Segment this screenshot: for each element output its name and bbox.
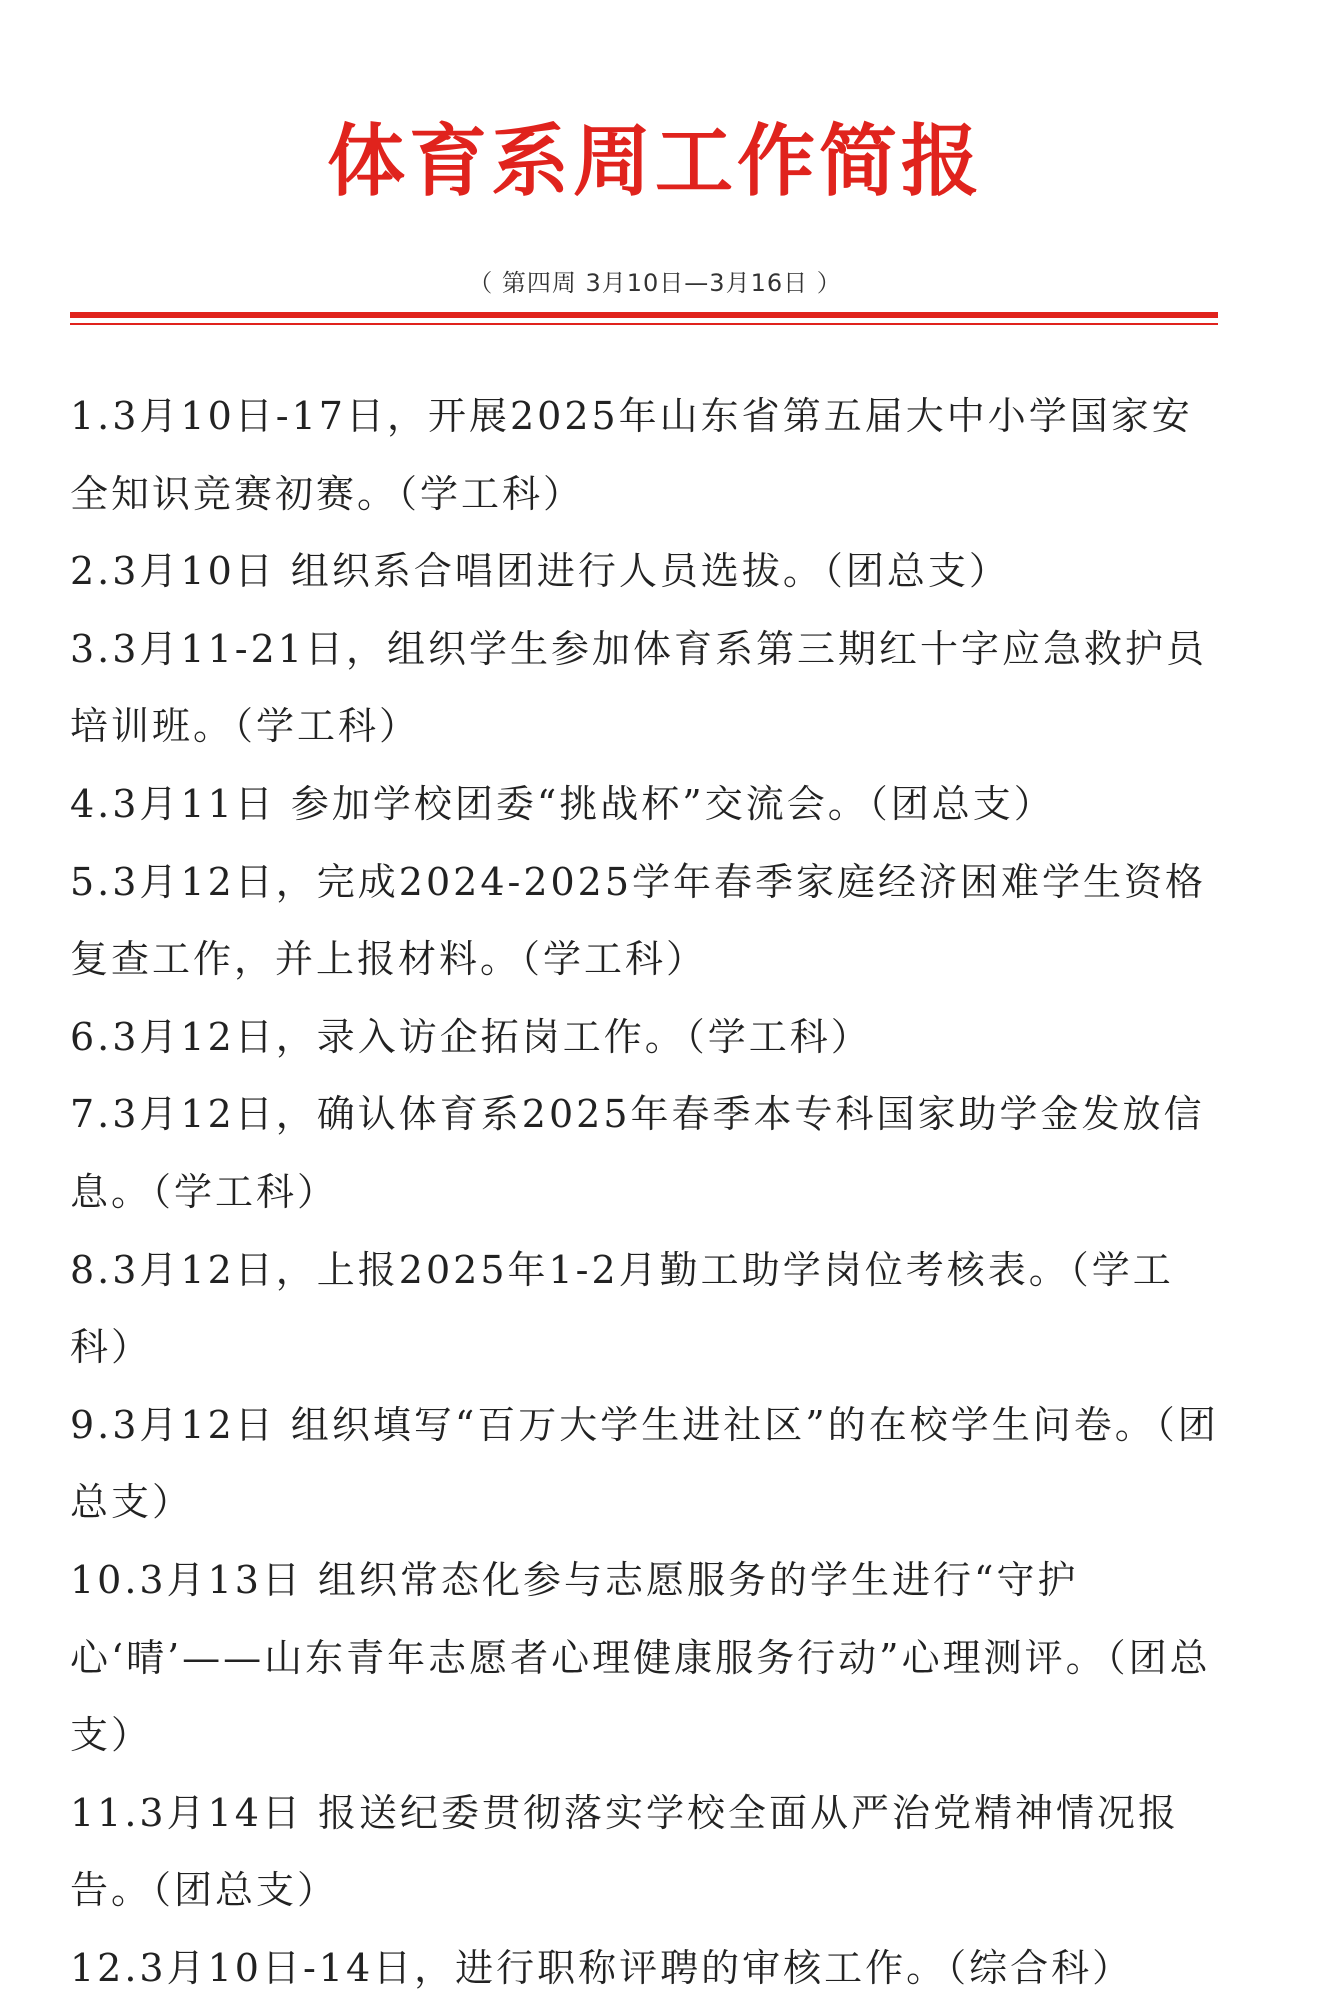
work-item: 3.3月11-21日，组织学生参加体育系第三期红十字应急救护员培训班。（学工科） [70, 626, 1207, 749]
work-item: 5.3月12日，完成2024-2025学年春季家庭经济困难学生资格复查工作，并上报材料。（学工科） [70, 859, 1207, 982]
work-item: 1.3月10日-17日，开展2025年山东省第五届大中小学国家安全知识竞赛初赛。（学工科） [70, 394, 1193, 516]
work-item: 8.3月12日，上报2025年1-2月勤工助学岗位考核表。（学工科） [70, 1247, 1174, 1370]
work-item: 9.3月12日 组织填写“百万大学生进社区”的在校学生问卷。（团总支） [70, 1402, 1219, 1525]
work-item: 10.3月13日 组织常态化参与志愿服务的学生进行“守护心‘晴’——山东青年志愿者心理健康服务行动”心理测评。（团总支） [70, 1557, 1211, 1758]
work-item: 6.3月12日，录入访企拓岗工作。（学工科） [70, 1014, 872, 1059]
work-item: 7.3月12日，确认体育系2025年春季本专科国家助学金发放信息。（学工科） [70, 1092, 1205, 1214]
work-item: 4.3月11日 参加学校团委“挑战杯”交流会。（团总支） [70, 781, 1055, 826]
work-item-list [70, 378, 1230, 2007]
work-item: 2.3月10日 组织系合唱团进行人员选拔。（团总支） [70, 549, 1010, 594]
work-item: 11.3月14日 报送纪委贯彻落实学校全面从严治党精神情况报告。（团总支） [70, 1790, 1180, 1913]
week-subtitle: （ 第四周 3月10日—3月16日 ） [468, 269, 842, 297]
title-divider-thick [70, 312, 1218, 318]
bulletin-title: 体育系周工作简报 [326, 117, 983, 207]
title-divider-thin [70, 323, 1218, 325]
work-item: 12.3月10日-14日，进行职称评聘的审核工作。（综合科） [70, 1945, 1134, 1990]
